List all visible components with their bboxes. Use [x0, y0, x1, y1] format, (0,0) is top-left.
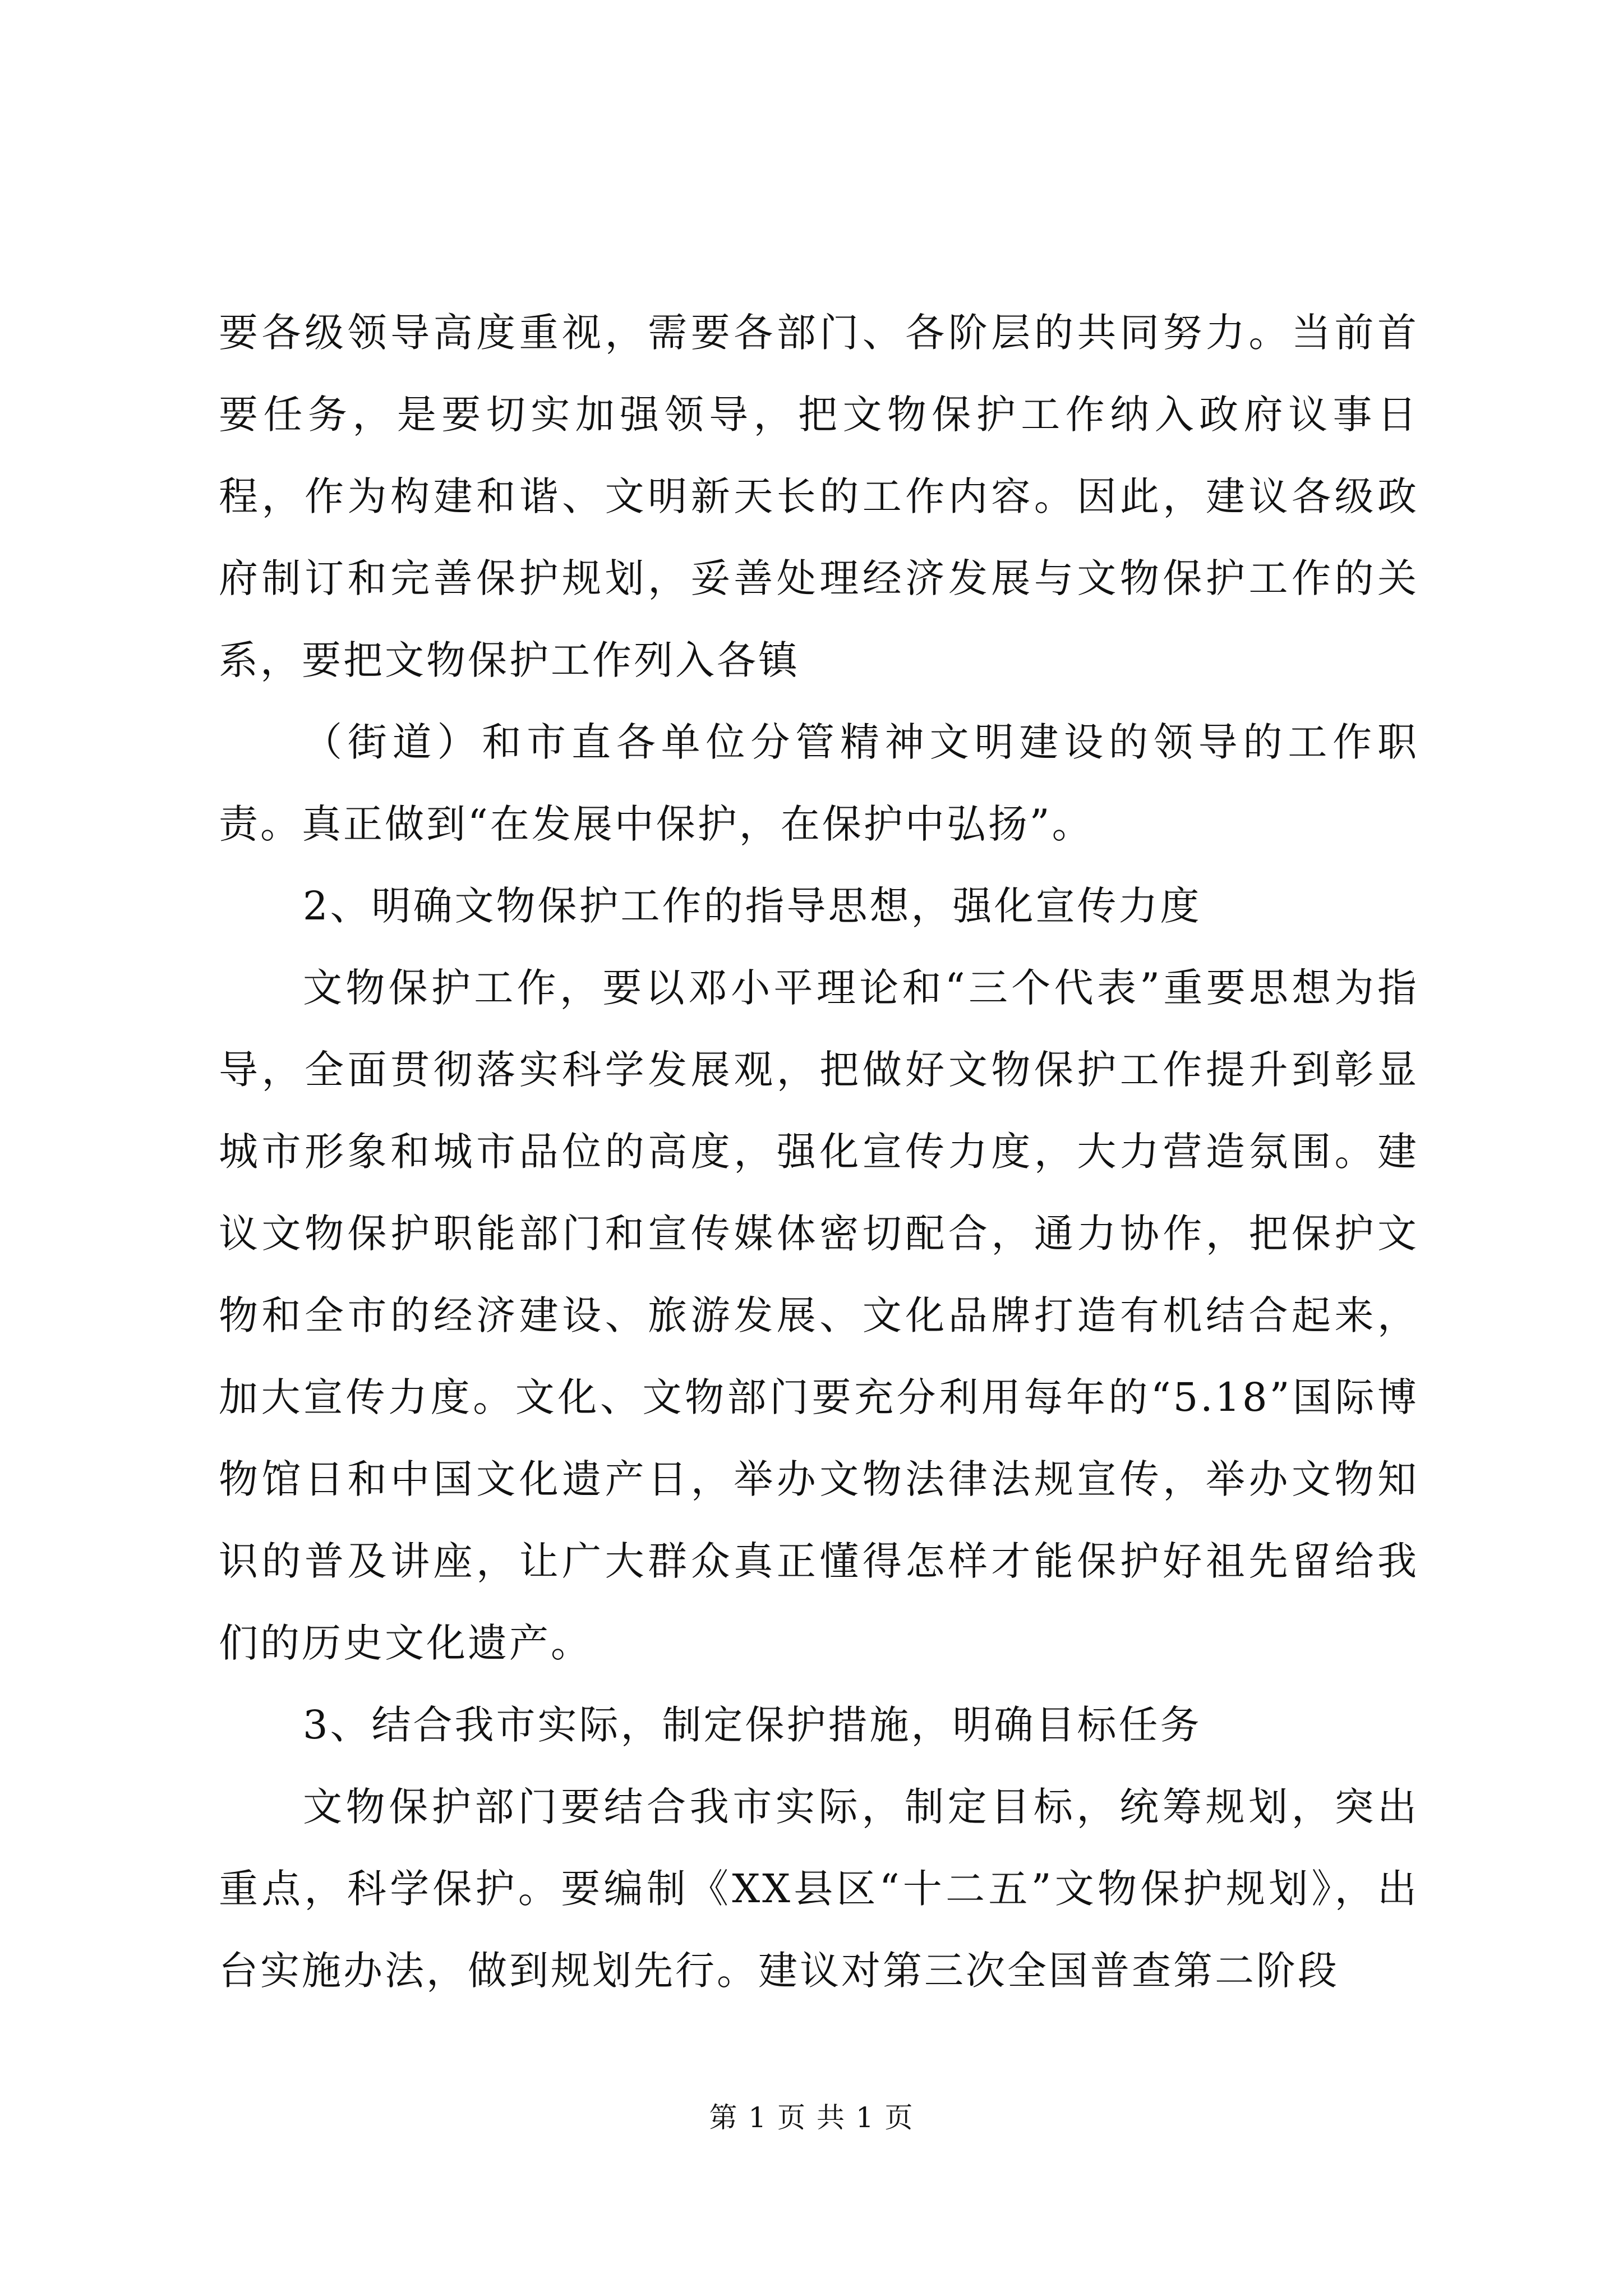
paragraph-3: 文物保护工作，要以邓小平理论和“三个代表”重要思想为指导，全面贯彻落实科学发展观，把做好文物保护工作提升到彰显城市形象和城市品位的高度，强化宣传力度，大力营造氛围。建议文物保护职能部门和宣传媒体密切配合，通力协作，把保护文物和全市的经济建设、旅游发展、文化品牌打造有机结合起来，加大宣传力度。文化、文物部门要充分利用每年的“5.18”国际博物馆日和中国文化遗产日，举办文物法律法规宣传，举办文物知识的普及讲座，让广大群众真正懂得怎样才能保护好祖先留给我们的历史文化遗产。 — [219, 965, 1419, 1666]
section-heading-3: 3、结合我市实际，制定保护措施，明确目标任务 — [303, 1702, 1202, 1748]
document-body — [219, 292, 1419, 2012]
paragraph-4: 文物保护部门要结合我市实际，制定目标，统筹规划，突出重点，科学保护。要编制《XX县区“十二五”文物保护规划》，出台实施办法，做到规划先行。建议对第三次全国普查第二阶段 — [219, 1784, 1419, 1994]
paragraph-1: 要各级领导高度重视，需要各部门、各阶层的共同努力。当前首要任务，是要切实加强领导，把文物保护工作纳入政府议事日程，作为构建和谐、文明新天长的工作内容。因此，建议各级政府制订和完善保护规划，妥善处理经济发展与文物保护工作的关系，要把文物保护工作列入各镇 — [219, 310, 1419, 683]
paragraph-2: （街道）和市直各单位分管精神文明建设的领导的工作职责。真正做到“在发展中保护，在保护中弘扬”。 — [219, 719, 1419, 847]
page-footer: 第 1 页 共 1 页 — [709, 2101, 914, 2134]
section-heading-2: 2、明确文物保护工作的指导思想，强化宣传力度 — [303, 883, 1202, 929]
